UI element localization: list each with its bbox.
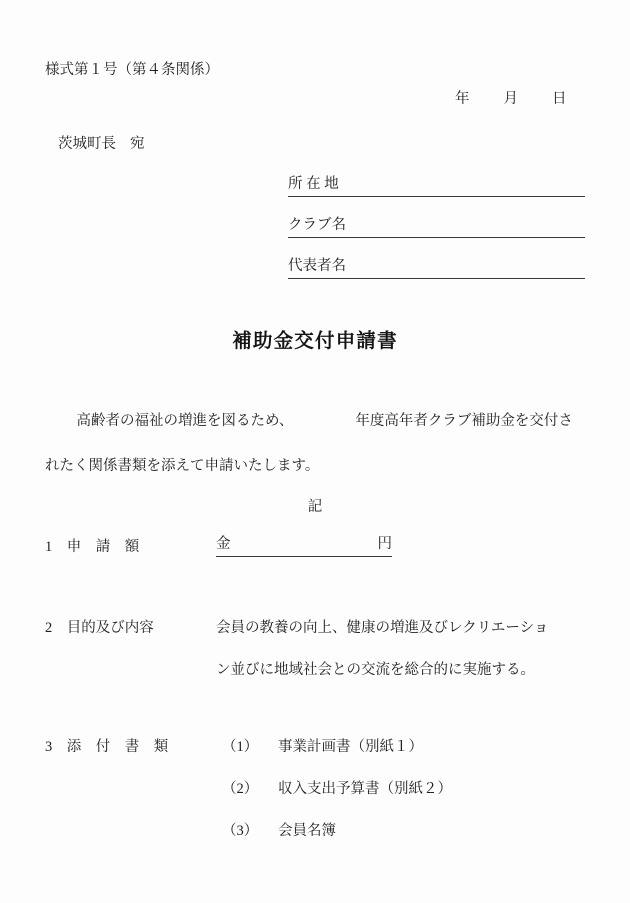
date-year: 年 — [455, 91, 470, 107]
field-row-address[interactable] — [288, 170, 585, 197]
item-label-attached-documents: 3 添 付 書 類 — [45, 739, 169, 755]
amount-input-field[interactable] — [216, 532, 392, 557]
form-number: 様式第１号（第４条関係） — [45, 62, 219, 78]
date-day: 日 — [552, 91, 567, 107]
amount-suffix: 円 — [377, 536, 392, 552]
addressee — [58, 137, 145, 152]
field-label-address: 所 在 地 — [288, 176, 339, 192]
body-text-after-year: 年度高年者クラブ補助金を交付さ — [355, 413, 573, 429]
purpose-content-line-2: ン並びに地域社会との交流を総合的に実施する。 — [216, 662, 535, 678]
addressee-name: 茨城町長 — [58, 136, 116, 152]
body-paragraph-line-2: れたく関係書類を添えて申請いたします。 — [45, 458, 320, 474]
body-text-before-year: 高齢者の福祉の増進を図るため、 — [62, 413, 294, 429]
amount-prefix: 金 — [216, 536, 231, 552]
attachment-number-3: （3） — [222, 823, 259, 839]
document-title: 補助金交付申請書 — [232, 331, 398, 352]
date-month: 月 — [503, 91, 518, 107]
purpose-content-line-1: 会員の教養の向上、健康の増進及びレクリエーショ — [216, 620, 549, 636]
item-label-application-amount: 1 申 請 額 — [45, 539, 140, 555]
field-label-club-name: クラブ名 — [288, 217, 346, 233]
attachment-text-1: 事業計画書（別紙１） — [278, 739, 423, 755]
addressee-suffix: 宛 — [130, 136, 145, 152]
attachment-number-1: （1） — [222, 739, 259, 755]
date-line — [455, 92, 567, 107]
body-paragraph-line-1 — [62, 414, 573, 429]
attachment-text-2: 収入支出予算書（別紙２） — [278, 781, 452, 797]
item-label-purpose-and-content: 2 目的及び内容 — [45, 620, 154, 636]
field-label-representative-name: 代表者名 — [288, 258, 346, 274]
attachment-number-2: （2） — [222, 781, 259, 797]
attachment-text-3: 会員名簿 — [278, 823, 336, 839]
field-row-representative-name[interactable] — [288, 252, 585, 279]
field-row-club-name[interactable] — [288, 211, 585, 238]
ki-marker: 記 — [307, 499, 323, 515]
